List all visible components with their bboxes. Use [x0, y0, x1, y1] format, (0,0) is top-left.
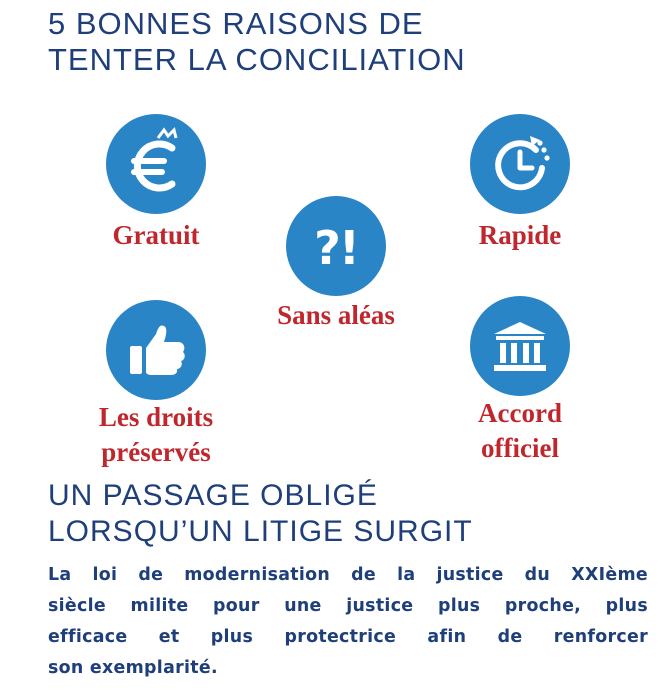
reason-rapide-label: Rapide: [478, 220, 562, 250]
reason-sans-aleas: [236, 196, 436, 333]
main-title-line-2: TENTER LA CONCILIATION: [48, 42, 466, 77]
reason-droits-label: [56, 400, 256, 470]
reason-accord-label-line-1: Accord: [478, 398, 562, 428]
interrobang-icon: [286, 196, 386, 296]
section-title-line-2: LORSQU’UN LITIGE SURGIT: [48, 515, 473, 548]
reason-rapide: [420, 114, 620, 253]
section-title: [48, 478, 473, 550]
main-title: [48, 6, 466, 78]
reason-accord-label-line-2: officiel: [481, 433, 559, 463]
section-title-line-1: UN PASSAGE OBLIGÉ: [48, 479, 378, 512]
reason-sans-aleas-label: Sans aléas: [277, 300, 395, 330]
reason-droits-label-line-2: préservés: [101, 437, 211, 467]
body-line-4: son exemplarité.: [48, 658, 218, 678]
fast-clock-icon: [470, 114, 570, 214]
interrobang-symbol: ?!: [314, 221, 358, 275]
main-title-line-1: 5 BONNES RAISONS DE: [48, 6, 424, 41]
reason-gratuit: [56, 114, 256, 253]
euro-icon: [106, 114, 206, 214]
courthouse-icon: [470, 296, 570, 396]
reason-gratuit-label: Gratuit: [112, 220, 200, 250]
body-line-1: La loi de modernisation de la justice du XXIème: [48, 565, 648, 585]
reason-accord-label: [420, 396, 620, 466]
body-line-3: efficace et plus protectrice afin de renforcer: [48, 627, 648, 647]
section-body-text: [48, 560, 648, 684]
reason-droits-label-line-1: Les droits: [98, 402, 214, 432]
thumbs-up-icon: [106, 300, 206, 400]
reason-droits-preserves: [56, 300, 256, 470]
body-line-2: siècle milite pour une justice plus proche, plus: [48, 596, 648, 616]
reason-accord-officiel: [420, 296, 620, 466]
